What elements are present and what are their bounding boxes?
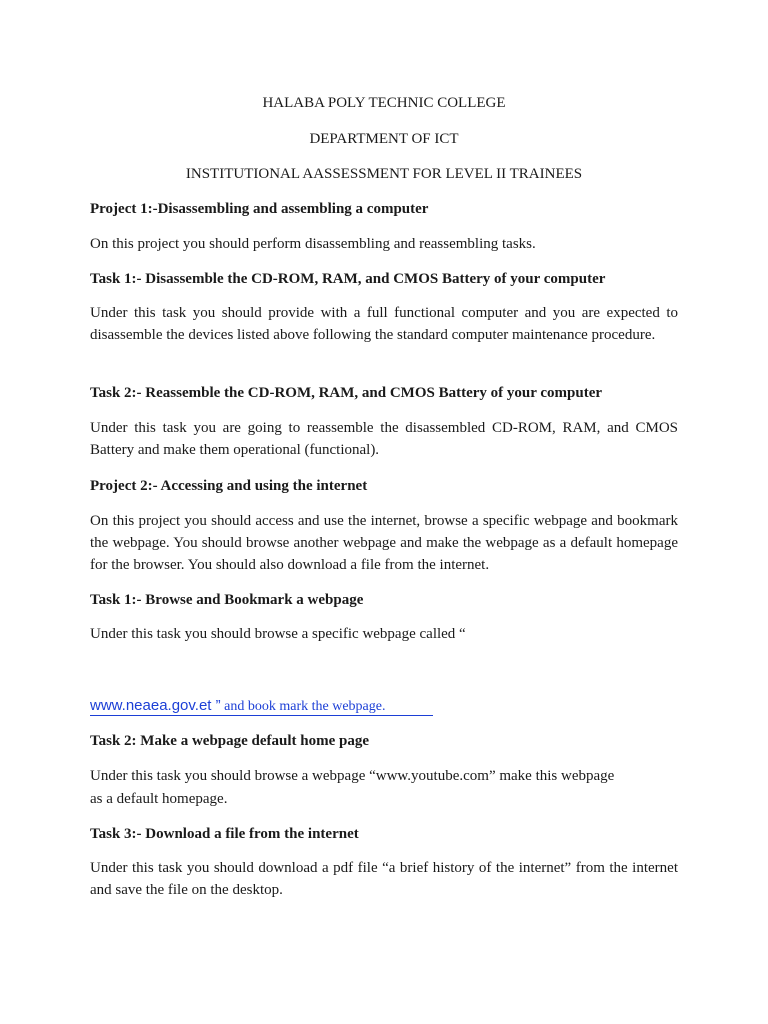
project2-intro: On this project you should access and use the internet, browse a specific webpage and bookmark the webpage. You should browse another webpage and make the webpage as a default homepage for the browser. You should also download a file from the internet.: [90, 513, 678, 573]
project2-title: Project 2:- Accessing and using the internet: [90, 478, 368, 494]
project2-task3-body: Under this task you should download a pdf file “a brief history of the internet” from the internet and save the file on the desktop.: [90, 860, 678, 898]
department-name: DEPARTMENT OF ICT: [309, 131, 459, 147]
project2-task1-title: Task 1:- Browse and Bookmark a webpage: [90, 592, 364, 608]
neaea-link-tail[interactable]: and book mark the webpage.: [220, 699, 386, 714]
project2-task2-body-line1: Under this task you should browse a webpage “www.youtube.com” make this webpage: [90, 768, 615, 784]
assessment-title: INSTITUTIONAL AASSESSMENT FOR LEVEL II TRAINEES: [185, 166, 583, 182]
college-name: HALABA POLY TECHNIC COLLEGE: [262, 95, 506, 111]
link-underline: [90, 715, 433, 716]
project1-title: Project 1:-Disassembling and assembling a computer: [90, 201, 429, 217]
project1-task2-body: Under this task you are going to reassemble the disassembled CD-ROM, RAM, and CMOS Battery and make them operational (functional).: [90, 420, 678, 458]
project1-task1-body: Under this task you should provide with a full functional computer and you are expected to disassemble the devices listed above following the standard computer maintenance procedure.: [90, 305, 678, 343]
project2-task2-body-line2: as a default homepage.: [90, 791, 228, 807]
project1-task2-title: Task 2:- Reassemble the CD-ROM, RAM, and CMOS Battery of your computer: [90, 385, 603, 401]
project1-task1-title: Task 1:- Disassemble the CD-ROM, RAM, and CMOS Battery of your computer: [90, 271, 606, 287]
neaea-link-url[interactable]: www.neaea.gov.et ”: [90, 697, 221, 714]
project2-task3-title: Task 3:- Download a file from the internet: [90, 826, 359, 842]
project2-task1-body: Under this task you should browse a specific webpage called “: [90, 626, 466, 642]
project2-task2-title: Task 2: Make a webpage default home page: [90, 733, 370, 749]
neaea-link[interactable]: [90, 697, 385, 715]
project1-intro: On this project you should perform disassembling and reassembling tasks.: [90, 236, 536, 252]
